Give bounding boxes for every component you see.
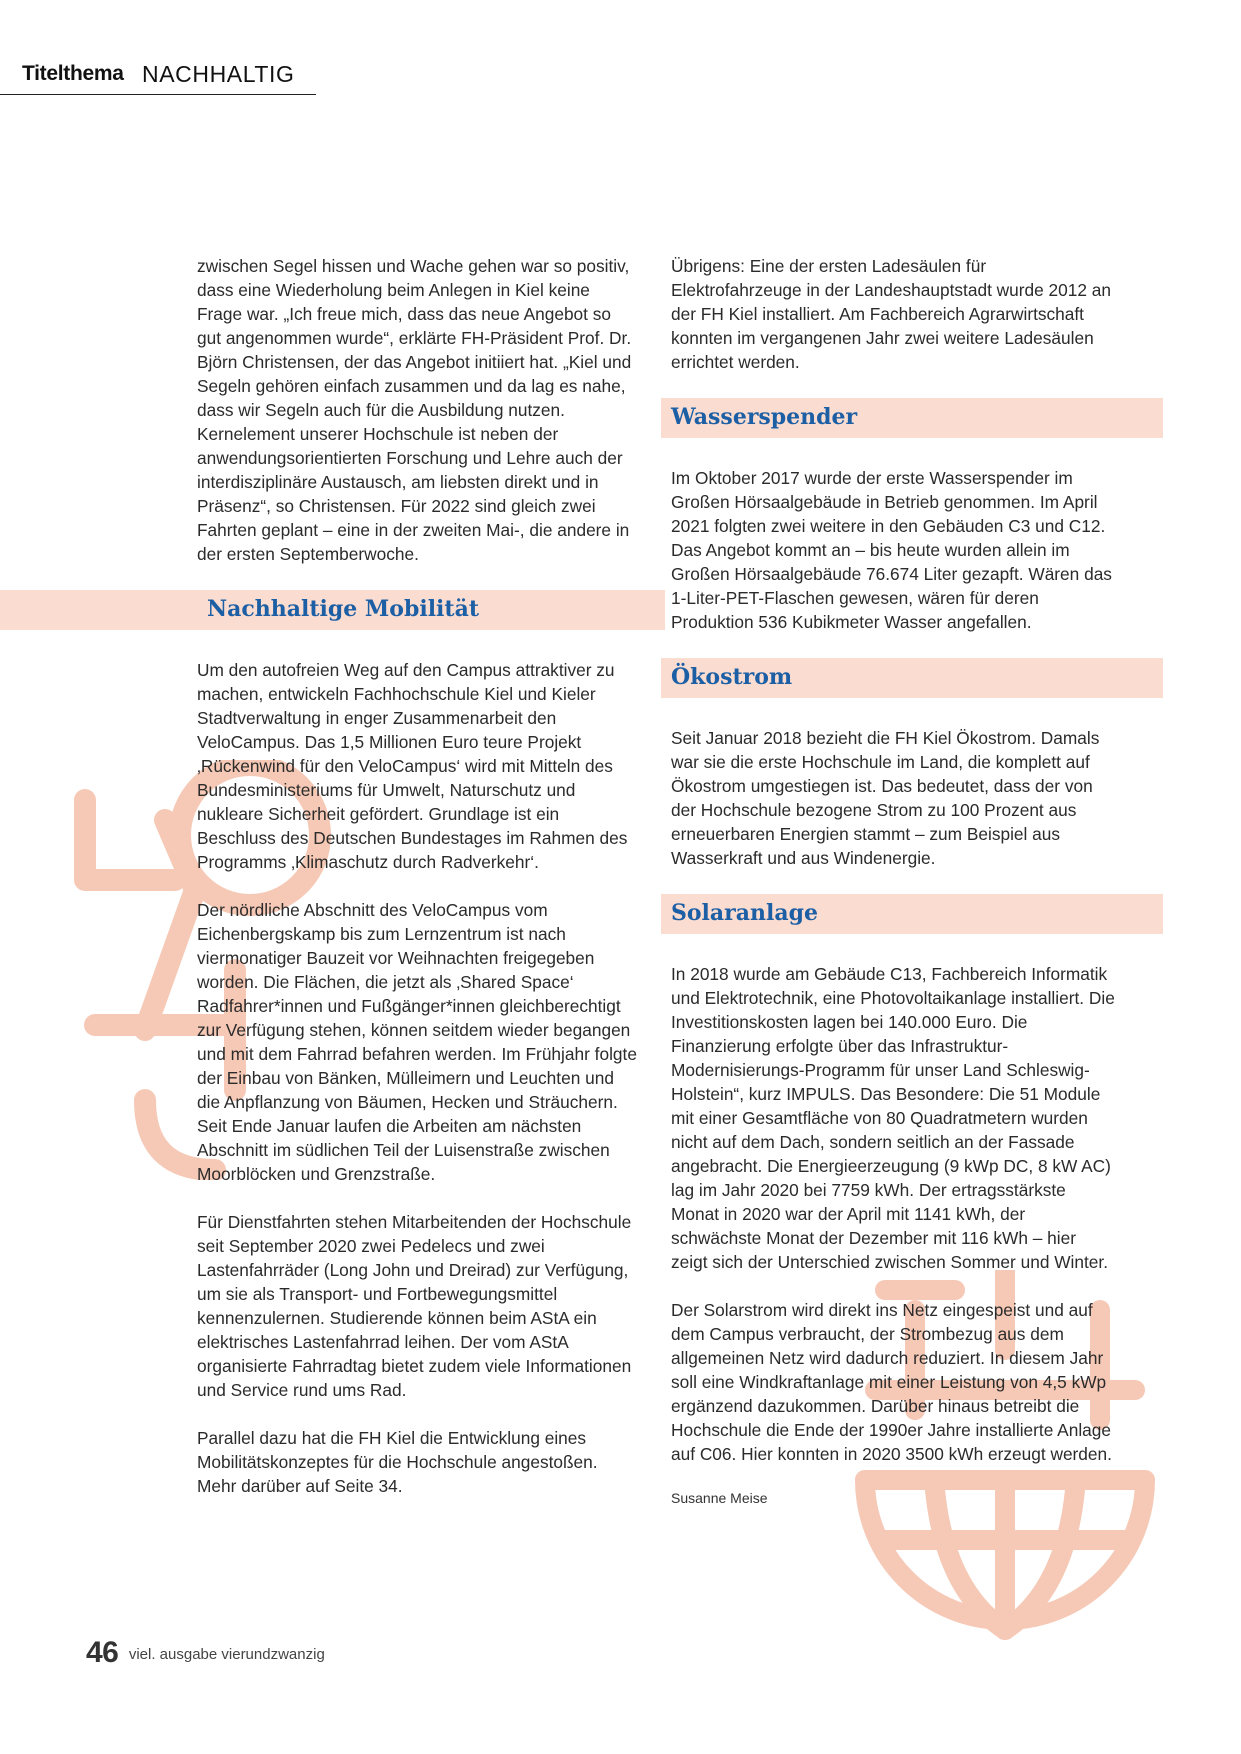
left-column (197, 254, 637, 1522)
page-number: 46 (86, 1636, 119, 1669)
body-paragraph: Parallel dazu hat die FH Kiel die Entwicklung eines Mobilitätskonzeptes für die Hochschule angestoßen. Mehr darüber auf Seite 34. (197, 1428, 598, 1496)
body-paragraph: Um den autofreien Weg auf den Campus attraktiver zu machen, entwickeln Fachhochschule Kiel und Kieler Stadtverwaltung in enger Zusammenarbeit den VeloCampus. Das 1,5 Millionen Euro teure Projekt ‚Rückenwind für den VeloCampus‘ wird mit Mitteln des Bundesministeriums für Umwelt, Naturschutz und nukleare Sicherheit gefördert. Grundlage ist ein Beschluss des Deutschen Bundestages im Rahmen des Programms ‚Klimaschutz durch Radverkehr‘. (197, 660, 628, 872)
right-column (671, 254, 1115, 1510)
page-header (0, 60, 316, 95)
body-paragraph: Der Solarstrom wird direkt ins Netz eingespeist und auf dem Campus verbraucht, der Strombezug aus dem allgemeinen Netz wird dadurch reduziert. In diesem Jahr soll eine Windkraftanlage mit einer Leistung von 4,5 kWp ergänzend dazukommen. Darüber hinaus betreibt die Hochschule die Ende der 1990er Jahre installierte Anlage auf C06. Hier konnten in 2020 3500 kWh erzeugt werden. (671, 1300, 1112, 1464)
magazine-title: viel. ausgabe vierundzwanzig (128, 1646, 325, 1663)
section-heading-water (661, 398, 1163, 438)
body-paragraph: In 2018 wurde am Gebäude C13, Fachbereich Informatik und Elektrotechnik, eine Photovoltaikanlage installiert. Die Investitionskosten lagen bei 140.000 Euro. Die Finanzierung erfolgte über das Infrastruktur-Modernisierungs-Programm für unser Land Schleswig-Holstein“, kurz IMPULS. Das Besondere: Die 51 Module mit einer Gesamtfläche von 80 Quadratmetern wurden nicht auf dem Dach, sondern seitlich an der Fassade angebracht. Die Energieerzeugung (9 kWp DC, 8 kW AC) lag im Jahr 2020 bei 7759 kWh. Der ertragsstärkste Monat in 2020 war der April mit 1141 kWh, der schwächste Monat der Dezember mit 116 kWh – hier zeigt sich der Unterschied zwischen Sommer und Winter. (671, 964, 1115, 1272)
header-kicker: Titelthema (22, 62, 124, 85)
body-paragraph: Für Dienstfahrten stehen Mitarbeitenden der Hochschule seit September 2020 zwei Pedelecs und zwei Lastenfahrräder (Long John und Dreirad) zur Verfügung, um sie als Transport- und Fortbewegungsmittel kennenzulernen. Studierende können beim AStA ein elektrisches Lastenfahrrad leihen. Der vom AStA organisierte Fahrradtag bietet zudem viele Informationen und Service rund ums Rad. (197, 1212, 632, 1400)
body-paragraph: Im Oktober 2017 wurde der erste Wasserspender im Großen Hörsaalgebäude in Betrieb genommen. Im April 2021 folgten zwei weitere in den Gebäuden C3 und C12. Das Angebot kommt an – bis heute wurden allein im Großen Hörsaalgebäude 76.674 Liter gezapft. Wären das 1-Liter-PET-Flaschen gewesen, wären für deren Produktion 536 Kubikmeter Wasser angefallen. (671, 468, 1112, 632)
section-heading-eco (661, 658, 1163, 698)
section-heading-solar-text: Solaranlage (671, 900, 819, 926)
body-paragraph: Seit Januar 2018 bezieht die FH Kiel Ökostrom. Damals war sie die erste Hochschule im Land, die komplett auf Ökostrom umgestiegen ist. Das bedeutet, dass der von der Hochschule bezogene Strom zu 100 Prozent aus erneuerbaren Energien stammt – zum Beispiel aus Wasserkraft und aus Windenergie. (671, 728, 1100, 868)
body-paragraph: Der nördliche Abschnitt des VeloCampus vom Eichenbergskamp bis zum Lernzentrum ist nach viermonatiger Bauzeit vor Weihnachten freigegeben worden. Die Flächen, die jetzt als ‚Shared Space‘ Radfahrer*innen und Fußgänger*innen gleichberechtigt zur Verfügung stehen, können seitdem wieder begangen und mit dem Fahrrad befahren werden. Im Frühjahr folgte der Einbau von Bänken, Mülleimern und Leuchten und die Anpflanzung von Bäumen, Hecken und Sträuchern. Seit Ende Januar laufen die Arbeiten am nächsten Abschnitt im südlichen Teil der Luisenstraße zwischen Moorblöcken und Grenzstraße. (197, 900, 637, 1184)
section-heading-solar (661, 894, 1163, 934)
author-name: Susanne Meise (671, 1490, 768, 1506)
section-heading-eco-text: Ökostrom (671, 664, 793, 690)
page-footer (86, 1636, 325, 1670)
intro-paragraph: Übrigens: Eine der ersten Ladesäulen für Elektrofahrzeuge in der Landeshauptstadt wurde 2012 an der FH Kiel installiert. Am Fachbereich Agrarwirtschaft konnten im vergangenen Jahr zwei weitere Ladesäulen errichtet werden. (671, 256, 1112, 372)
header-topic: NACHHALTIG (142, 61, 295, 87)
intro-paragraph: zwischen Segel hissen und Wache gehen war so positiv, dass eine Wiederholung beim Anlegen in Kiel keine Frage war. „Ich freue mich, dass das neue Angebot so gut angenommen wurde“, erklärte FH-Präsident Prof. Dr. Björn Christensen, der das Angebot initiiert hat. „Kiel und Segeln gehören einfach zusammen und da lag es nahe, dass wir Segeln auch für die Ausbildung nutzen. Kernelement unserer Hochschule ist neben der anwendungsorientierten Forschung und Lehre auch der interdisziplinäre Austausch, am liebsten direkt und in Präsenz“, so Christensen. Für 2022 sind gleich zwei Fahrten geplant – eine in der zweiten Mai-, die andere in der ersten Septemberwoche. (197, 256, 632, 564)
section-heading-water-text: Wasserspender (671, 404, 858, 430)
section-heading-mobility (0, 590, 665, 630)
section-heading-mobility-text: Nachhaltige Mobilität (207, 596, 479, 622)
